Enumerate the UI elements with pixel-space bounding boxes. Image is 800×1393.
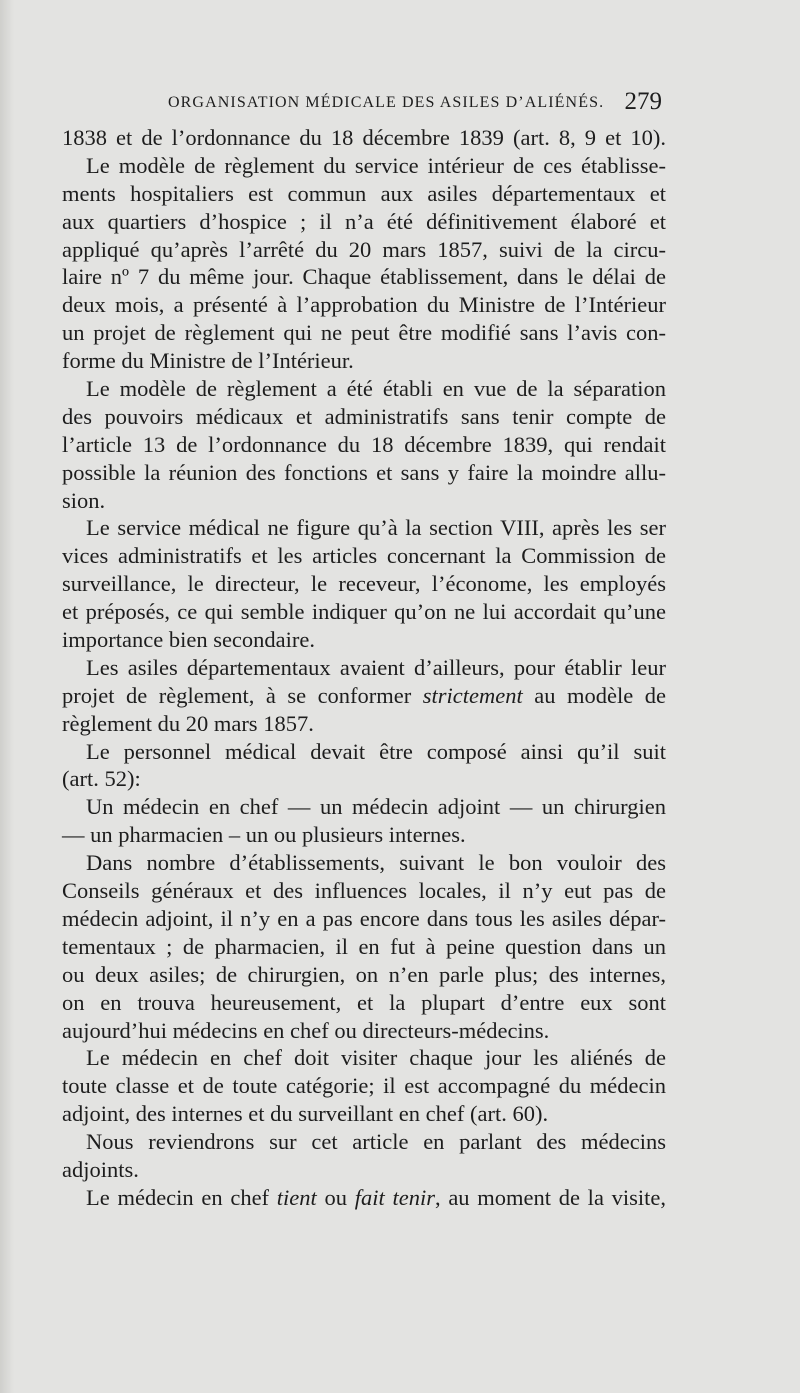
page-edge [0,0,14,1393]
running-title: ORGANISATION MÉDICALE DES ASILES D’ALIÉNÉS. [168,94,605,111]
text-line [62,1184,666,1212]
running-head [62,88,666,122]
text-line: Nous reviendrons sur cet article en parlant des médecins [86,1129,666,1155]
text-line: un projet de règlement qui ne peut être modifié sans l’avis con- [62,320,666,346]
text-line: ments hospitaliers est commun aux asiles départementaux et [62,180,666,206]
text-line: laire nº 7 du même jour. Chaque établissement, dans le délai de [62,264,666,290]
text-line: tementaux ; de pharmacien, il en fut à peine question dans un [62,933,666,959]
italic-segment: strictement [422,682,523,708]
text-segment: Le médecin en chef [86,1184,277,1210]
text-line: surveillance, le directeur, le receveur, l’économe, les employés [62,571,666,597]
text-line: règlement du 20 mars 1857. [62,710,314,736]
text-line: (art. 52): [62,766,141,792]
body-text [62,124,666,1212]
text-line: Dans nombre d’établissements, suivant le bon vouloir des [86,850,666,876]
text-line: et préposés, ce qui semble indiquer qu’on ne lui accordait qu’une [62,599,666,625]
page-number: 279 [624,88,662,115]
text-line: Un médecin en chef — un médecin adjoint — un chirurgien [86,794,666,820]
text-line: importance bien secondaire. [62,627,316,653]
text-line: Le personnel médical devait être composé ainsi qu’il suit [86,738,666,764]
italic-segment: tient [276,1184,317,1210]
text-line: deux mois, a présenté à l’approbation du Ministre de l’Intérieur [62,292,666,318]
text-line: Le médecin en chef doit visiter chaque jour les aliénés de [86,1045,666,1071]
text-line: des pouvoirs médicaux et administratifs sans tenir compte de [62,403,666,429]
text-line: sion. [62,487,106,513]
text-line: appliqué qu’après l’arrêté du 20 mars 1857, suivi de la circu- [62,236,666,262]
text-line: — un pharmacien – un ou plusieurs internes. [62,822,466,848]
text-line: Le service médical ne figure qu’à la section VIII, après les ser [86,515,666,541]
text-line: on en trouva heureusement, et la plupart d’entre eux sont [62,989,666,1015]
text-line: ou deux asiles; de chirurgien, on n’en parle plus; des internes, [62,961,666,987]
text-line: Les asiles départementaux avaient d’ailleurs, pour établir leur [86,654,666,680]
text-line: aujourd’hui médecins en chef ou directeurs-médecins. [62,1017,550,1043]
text-line: médecin adjoint, il n’y en a pas encore dans tous les asiles dépar- [62,905,666,931]
text-line: adjoints. [62,1156,139,1182]
text-line: vices administratifs et les articles concernant la Commission de [62,543,666,569]
text-line: toute classe et de toute catégorie; il est accompagné du médecin [62,1073,666,1099]
text-segment: ou [316,1184,355,1210]
text-line: aux quartiers d’hospice ; il n’a été définitivement élaboré et [62,208,666,234]
text-segment: , au moment de la visite, [434,1184,667,1210]
text-line: possible la réunion des fonctions et sans y faire la moindre allu- [62,459,666,485]
text-segment: au modèle de [522,682,667,708]
text-line [62,682,666,710]
text-line: Conseils généraux et des influences locales, il n’y eut pas de [62,878,666,904]
text-line: Le modèle de règlement a été établi en vue de la séparation [86,376,666,402]
text-line: 1838 et de l’ordonnance du 18 décembre 1839 (art. 8, 9 et 10). [62,125,666,150]
text-segment: projet de règlement, à se conformer [62,682,423,708]
text-line: adjoint, des internes et du surveillant en chef (art. 60). [62,1101,549,1127]
italic-segment: fait tenir [354,1184,435,1210]
text-line: Le modèle de règlement du service intérieur de ces établisse- [86,152,666,178]
text-line: l’article 13 de l’ordonnance du 18 décembre 1839, qui rendait [62,431,666,457]
text-line: forme du Ministre de l’Intérieur. [62,348,354,374]
